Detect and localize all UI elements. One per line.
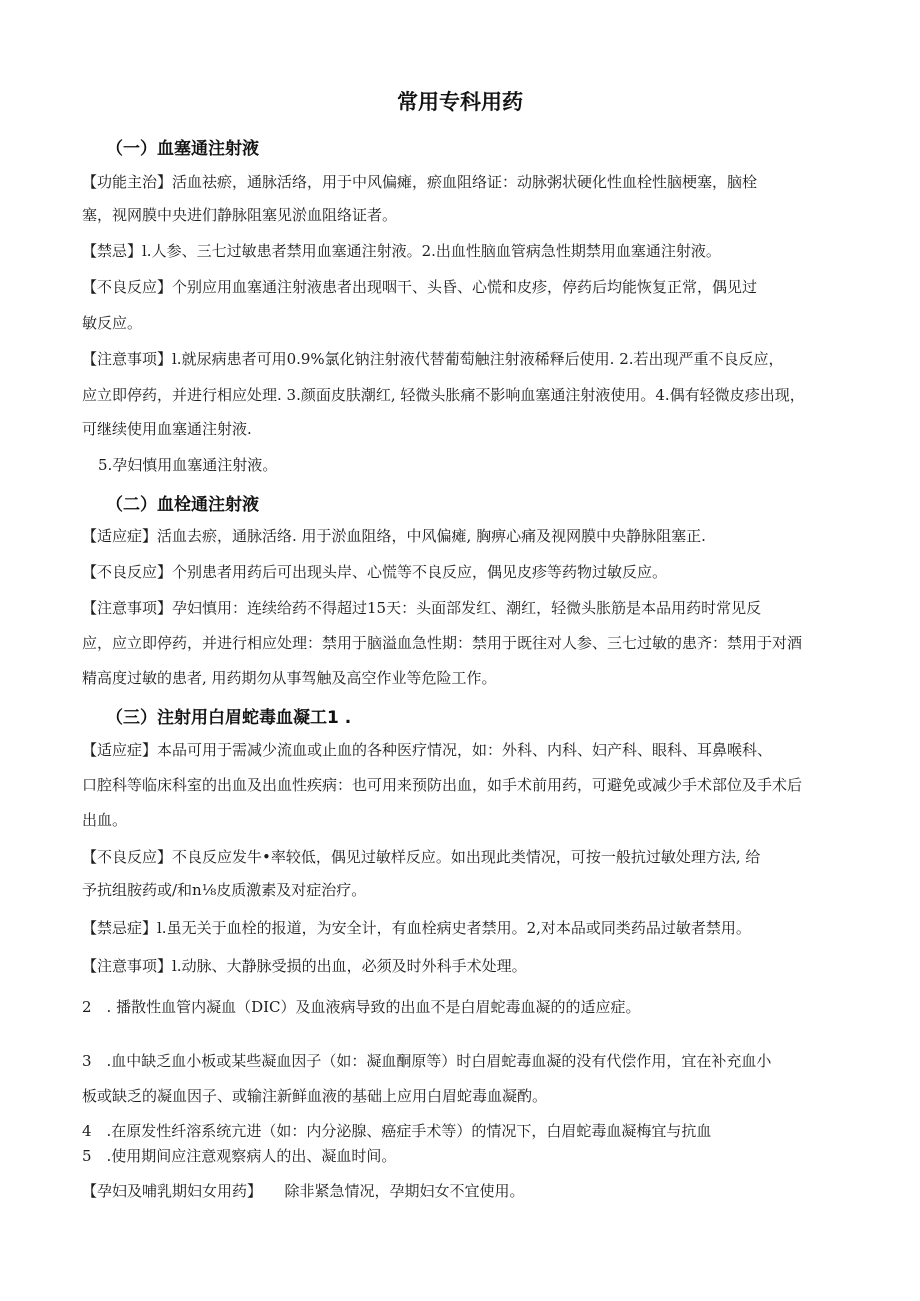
- paragraph-line: 5.孕妇慎用血塞通注射液。: [98, 456, 278, 474]
- section-heading: （二）血栓通注射液: [106, 495, 259, 515]
- paragraph-line: 精高度过敏的患者, 用药期勿从事驾触及高空作业等危险工作。: [82, 669, 497, 687]
- paragraph-line: 【注意事项】孕妇慎用：连续给药不得超过15天：头面部发红、潮红，轻微头胀筋是本品用药时常见反: [82, 599, 762, 617]
- paragraph-line: 【不良反应】不良反应发牛•率较低，偶见过敏样反应。如出现此类情况，可按一般抗过敏处理方法, 给: [82, 848, 761, 866]
- paragraph-line: 【不良反应】个别患者用药后可出现头岸、心慌等不良反应，偶见皮疹等药物过敏反应。: [82, 563, 668, 581]
- paragraph-line: 应，应立即停药，并进行相应处理：禁用于脑溢血急性期：禁用于既往对人参、三七过敏的患齐：禁用于对酒: [82, 634, 803, 652]
- page-title: 常用专科用药: [397, 90, 523, 114]
- paragraph-line: 塞，视网膜中央进们静脉阻塞见淤血阻络证者。: [82, 206, 398, 224]
- paragraph-line: 可继续使用血塞通注射液.: [82, 420, 252, 438]
- paragraph-line: 【适应症】活血去瘀，通脉活络. 用于淤血阻络，中风偏瘫, 胸痹心痛及视网膜中央静脉阻塞正.: [82, 527, 706, 545]
- paragraph-line: 板或缺乏的凝血因子、或输注新鲜血液的基础上应用白眉蛇毒血凝酌。: [82, 1087, 548, 1105]
- paragraph-line: 【禁忌症】l.虽无关于血栓的报道，为安全计，有血栓病史者禁用。2,对本品或同类药品过敏者禁用。: [82, 919, 751, 937]
- paragraph-line: 【注意事项】l.就尿病患者可用0.9%氯化钠注射液代替葡萄触注射液稀释后使用. 2.若出现严重不良反应，: [82, 350, 784, 368]
- numbered-item: 5 .使用期间应注意观察病人的出、凝血时间。: [82, 1147, 397, 1165]
- section-heading: （一）血塞通注射液: [106, 139, 259, 159]
- paragraph-line: 应立即停药，并进行相应处理. 3.颜面皮肤潮红, 轻微头胀痛不影响血塞通注射液使用。4.偶有轻微皮疹出现，: [82, 386, 805, 404]
- paragraph-line: 【不良反应】个别应用血塞通注射液患者出现咽干、头昏、心慌和皮疹，停药后均能恢复正常，偶见过: [82, 278, 758, 296]
- paragraph-line: 予抗组胺药或/和n⅛皮质激素及对症治疗。: [82, 881, 367, 899]
- section-heading: （三）注射用白眉蛇毒血凝工1 .: [106, 708, 352, 728]
- paragraph-line: 【注意事项】l.动脉、大静脉受损的出血，必须及时外科手术处理。: [82, 957, 527, 975]
- numbered-item: 2 . 播散性血管内凝血（DIC）及血液病导致的出血不是白眉蛇毒血凝的的适应症。: [82, 998, 641, 1016]
- paragraph-line: 【禁忌】l.人参、三七过敏患者禁用血塞通注射液。2.出血性脑血管病急性期禁用血塞通注射液。: [82, 242, 721, 260]
- paragraph-line: 【功能主治】活血祛瘀，通脉活络，用于中风偏瘫，瘀血阻络证：动脉粥状硬化性血栓性脑梗塞，脑栓: [82, 173, 758, 191]
- paragraph-line: 敏反应。: [82, 314, 143, 332]
- numbered-item: 3 .血中缺乏血小板或某些凝血因子（如：凝血酮原等）时白眉蛇毒血凝的没有代偿作用，宜在补充血小: [82, 1052, 772, 1070]
- paragraph-line: 口腔科等临床科室的出血及出血性疾病：也可用来预防出血，如手术前用药，可避免或减少手术部位及手术后: [82, 776, 803, 794]
- numbered-item: 4 .在原发性纤溶系统亢进（如：内分泌腺、癌症手术等）的情况下，白眉蛇毒血凝梅宜与抗血: [82, 1122, 712, 1140]
- paragraph-line: 【孕妇及哺乳期妇女用药】 除非紧急情况，孕期妇女不宜使用。: [82, 1182, 525, 1200]
- paragraph-line: 出血。: [82, 811, 128, 829]
- paragraph-line: 【适应症】本品可用于需减少流血或止血的各种医疗情况，如：外科、内科、妇产科、眼科、耳鼻喉科、: [82, 741, 773, 759]
